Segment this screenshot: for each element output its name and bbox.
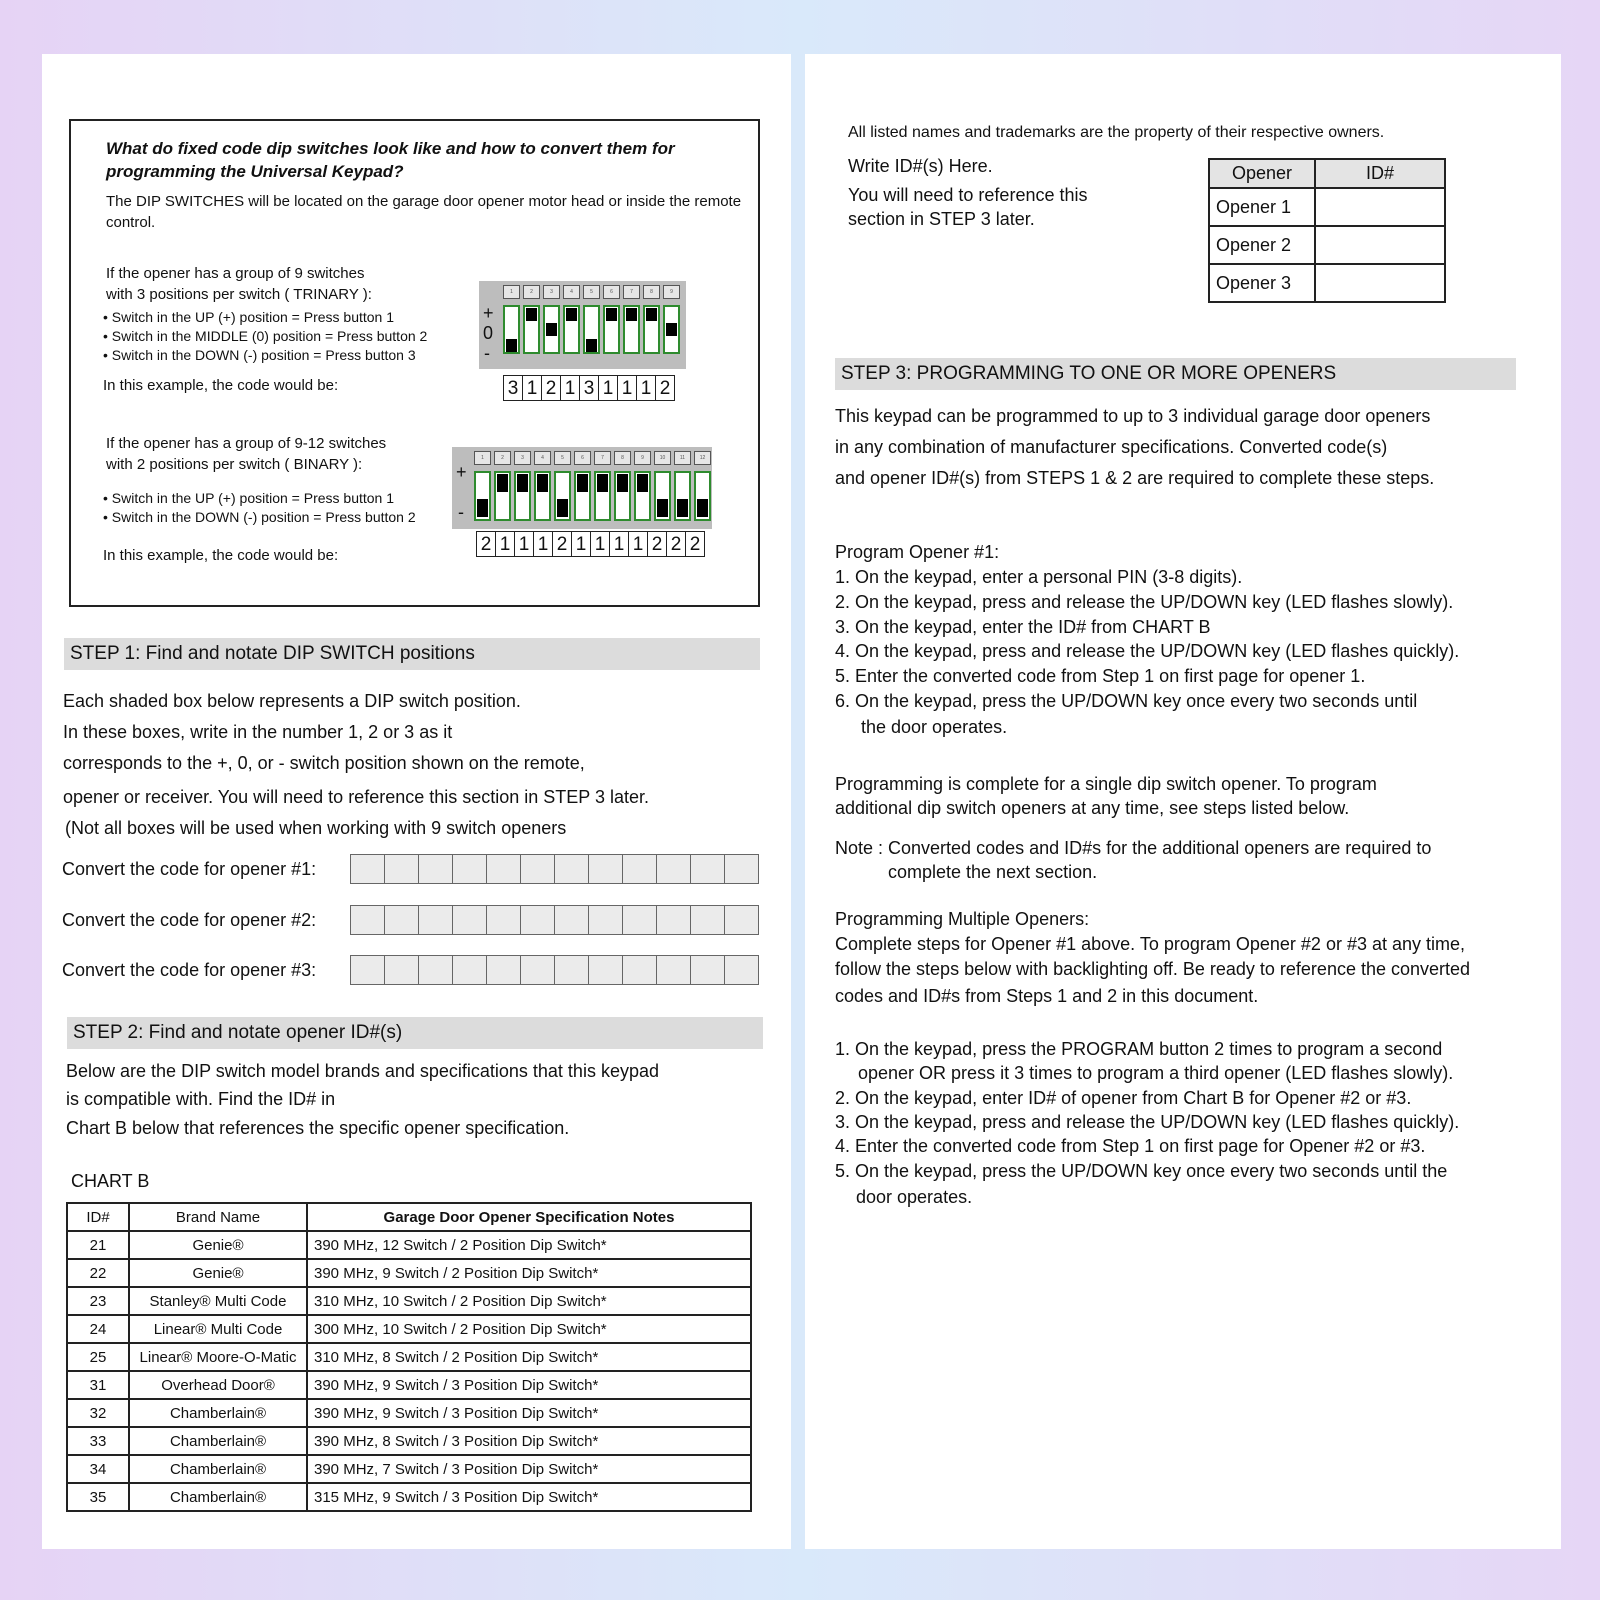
code-entry-box[interactable]	[418, 955, 453, 985]
opener-label: Opener 3	[1209, 264, 1315, 302]
switch-number-label: 7	[623, 285, 640, 299]
dip-switch	[634, 471, 651, 521]
step1-line: (Not all boxes will be used when working with 9 switch openers	[65, 818, 567, 838]
trinary-code-digits	[503, 375, 674, 401]
code-digit: 2	[541, 375, 561, 401]
code-digit: 1	[628, 531, 648, 557]
convert-grid-1	[350, 854, 758, 884]
multi-intro: Complete steps for Opener #1 above. To program Opener #2 or #3 at any time,	[835, 934, 1466, 954]
step1-header: STEP 1: Find and notate DIP SWITCH positions	[64, 638, 760, 670]
binary-line2: with 2 positions per switch ( BINARY ):	[106, 456, 363, 473]
convert-grid-3	[350, 955, 758, 985]
dip-switch	[563, 305, 580, 354]
code-digit: 2	[666, 531, 686, 557]
switch-number-label: 9	[663, 285, 680, 299]
code-entry-box[interactable]	[690, 905, 725, 935]
switch-number-label: 4	[563, 285, 580, 299]
dip-switch	[534, 471, 551, 521]
chart-cell-brand: Linear® Multi Code	[129, 1315, 307, 1343]
step1-line: In these boxes, write in the number 1, 2 or 3 as it	[63, 722, 453, 742]
switch-toggle-top	[577, 474, 588, 492]
opener-label: Opener 1	[1209, 188, 1315, 226]
switch-toggle-top	[597, 474, 608, 492]
code-entry-box[interactable]	[384, 955, 419, 985]
chart-row	[67, 1315, 751, 1343]
switch-number-label: 9	[634, 451, 651, 465]
code-entry-box[interactable]	[588, 955, 623, 985]
chart-cell-notes: 310 MHz, 8 Switch / 2 Position Dip Switch*	[307, 1343, 751, 1371]
code-entry-box[interactable]	[554, 955, 589, 985]
code-digit: 1	[514, 531, 534, 557]
code-entry-box[interactable]	[690, 955, 725, 985]
switch-toggle-top	[566, 308, 577, 321]
dip-switch	[494, 471, 511, 521]
chart-cell-notes: 390 MHz, 7 Switch / 3 Position Dip Switch*	[307, 1455, 751, 1483]
chart-row	[67, 1259, 751, 1287]
multi-step: opener OR press it 3 times to program a third opener (LED flashes slowly).	[858, 1063, 1454, 1083]
switch-toggle-top	[526, 308, 537, 321]
p1-step: 1. On the keypad, enter a personal PIN (3-8 digits).	[835, 567, 1243, 587]
switch-number-label: 12	[694, 451, 711, 465]
dip-switch	[523, 305, 540, 354]
chart-b-table	[66, 1202, 752, 1512]
trinary-example-label: In this example, the code would be:	[103, 377, 339, 394]
binary-code-digits	[476, 531, 704, 557]
box-intro: The DIP SWITCHES will be located on the garage door opener motor head or inside the remote control.	[106, 193, 742, 231]
multi-step: 3. On the keypad, press and release the UP/DOWN key (LED flashes quickly).	[835, 1112, 1460, 1132]
code-digit: 2	[655, 375, 675, 401]
code-entry-box[interactable]	[554, 905, 589, 935]
code-digit: 1	[636, 375, 656, 401]
chart-cell-notes: 390 MHz, 12 Switch / 2 Position Dip Switch*	[307, 1231, 751, 1259]
switch-number-label: 11	[674, 451, 691, 465]
chart-cell-brand: Chamberlain®	[129, 1399, 307, 1427]
code-digit: 1	[571, 531, 591, 557]
code-entry-box[interactable]	[588, 854, 623, 884]
chart-cell-brand: Overhead Door®	[129, 1371, 307, 1399]
write-ids-label: Write ID#(s) Here.	[848, 156, 993, 176]
reference-line: You will need to reference this	[848, 185, 1088, 205]
code-entry-box[interactable]	[486, 905, 521, 935]
chart-cell-id: 25	[67, 1343, 129, 1371]
chart-cell-notes: 390 MHz, 9 Switch / 3 Position Dip Switch*	[307, 1371, 751, 1399]
switch-number-label: 2	[494, 451, 511, 465]
chart-cell-notes: 390 MHz, 9 Switch / 3 Position Dip Switch*	[307, 1399, 751, 1427]
p1-step: 3. On the keypad, enter the ID# from CHART B	[835, 617, 1211, 637]
plus-symbol: +	[483, 303, 494, 323]
opener-label: Opener 2	[1209, 226, 1315, 264]
switch-toggle-bottom	[677, 499, 688, 517]
step2-line: Below are the DIP switch model brands and specifications that this keypad	[66, 1061, 659, 1081]
chart-row	[67, 1399, 751, 1427]
multi-step: door operates.	[856, 1187, 973, 1207]
code-entry-box[interactable]	[520, 854, 555, 884]
step3-intro: and opener ID#(s) from STEPS 1 & 2 are required to complete these steps.	[835, 468, 1435, 488]
switch-number-label: 5	[554, 451, 571, 465]
switch-toggle-top	[537, 474, 548, 492]
switch-toggle-middle	[666, 323, 677, 336]
chart-header-row	[67, 1203, 751, 1231]
code-entry-box[interactable]	[588, 905, 623, 935]
switch-toggle-top	[606, 308, 617, 321]
chart-cell-brand: Stanley® Multi Code	[129, 1287, 307, 1315]
trinary-line1: If the opener has a group of 9 switches	[106, 265, 365, 282]
code-entry-box[interactable]	[622, 854, 657, 884]
chart-cell-id: 31	[67, 1371, 129, 1399]
switch-number-label: 2	[523, 285, 540, 299]
binary-bullet: • Switch in the DOWN (-) position = Press button 2	[103, 509, 416, 525]
code-entry-box[interactable]	[452, 955, 487, 985]
id-table-header	[1209, 159, 1445, 188]
switch-toggle-top	[517, 474, 528, 492]
dip-switch	[603, 305, 620, 354]
code-entry-box[interactable]	[384, 905, 419, 935]
code-entry-box[interactable]	[724, 905, 759, 935]
chart-cell-id: 21	[67, 1231, 129, 1259]
binary-example-label: In this example, the code would be:	[103, 547, 339, 564]
code-entry-box[interactable]	[554, 854, 589, 884]
code-digit: 1	[617, 375, 637, 401]
id-table-row	[1209, 188, 1445, 226]
code-entry-box[interactable]	[690, 854, 725, 884]
code-entry-box[interactable]	[622, 955, 657, 985]
code-entry-box[interactable]	[418, 905, 453, 935]
switch-number-label: 7	[594, 451, 611, 465]
multi-step: 2. On the keypad, enter ID# of opener from Chart B for Opener #2 or #3.	[835, 1088, 1412, 1108]
code-digit: 1	[495, 531, 515, 557]
chart-cell-id: 33	[67, 1427, 129, 1455]
code-digit: 3	[503, 375, 523, 401]
multi-step: 5. On the keypad, press the UP/DOWN key once every two seconds until the	[835, 1161, 1448, 1181]
dip-switch	[643, 305, 660, 354]
code-digit: 1	[590, 531, 610, 557]
step2-header: STEP 2: Find and notate opener ID#(s)	[67, 1017, 763, 1049]
trinary-bullet: • Switch in the DOWN (-) position = Press button 3	[103, 347, 416, 363]
switch-toggle-top	[617, 474, 628, 492]
switch-toggle-top	[646, 308, 657, 321]
step2-line: Chart B below that references the specific opener specification.	[66, 1118, 570, 1138]
trademark-note: All listed names and trademarks are the property of their respective owners.	[848, 124, 1385, 141]
trinary-line2: with 3 positions per switch ( TRINARY ):	[106, 286, 372, 303]
complete-note: Programming is complete for a single dip switch opener. To program	[835, 774, 1377, 794]
code-digit: 2	[476, 531, 496, 557]
step1-line: corresponds to the +, 0, or - switch position shown on the remote,	[63, 753, 585, 773]
switch-number-label: 6	[574, 451, 591, 465]
switch-number-label: 1	[474, 451, 491, 465]
header-notes: Garage Door Opener Specification Notes	[307, 1203, 751, 1231]
switch-toggle-bottom	[586, 339, 597, 352]
switch-toggle-bottom	[657, 499, 668, 517]
chart-cell-id: 23	[67, 1287, 129, 1315]
dip-switch	[623, 305, 640, 354]
id-entry-cell[interactable]	[1315, 188, 1445, 226]
dip-switch-info-box	[69, 119, 760, 607]
dip-switch	[583, 305, 600, 354]
multi-intro: follow the steps below with backlighting off. Be ready to reference the converted	[835, 959, 1471, 979]
dip-switch	[594, 471, 611, 521]
convert-label-2: Convert the code for opener #2:	[62, 910, 317, 930]
convert-label-3: Convert the code for opener #3:	[62, 960, 317, 980]
code-entry-box[interactable]	[350, 905, 385, 935]
binary-dip-switch-diagram	[452, 447, 712, 529]
step3-intro: in any combination of manufacturer specifications. Converted code(s)	[835, 437, 1388, 457]
opener-id-table	[1208, 158, 1446, 303]
code-entry-box[interactable]	[622, 905, 657, 935]
dip-switch	[543, 305, 560, 354]
chart-cell-notes: 300 MHz, 10 Switch / 2 Position Dip Switch*	[307, 1315, 751, 1343]
id-entry-cell[interactable]	[1315, 264, 1445, 302]
code-digit: 2	[647, 531, 667, 557]
chart-cell-notes: 390 MHz, 8 Switch / 3 Position Dip Switch*	[307, 1427, 751, 1455]
dip-switch	[694, 471, 711, 521]
multi-intro: codes and ID#s from Steps 1 and 2 in this document.	[835, 986, 1259, 1006]
switch-number-label: 8	[643, 285, 660, 299]
chart-cell-brand: Genie®	[129, 1231, 307, 1259]
code-digit: 3	[579, 375, 599, 401]
chart-cell-brand: Chamberlain®	[129, 1427, 307, 1455]
multi-step: 1. On the keypad, press the PROGRAM button 2 times to program a second	[835, 1039, 1443, 1059]
chart-cell-id: 34	[67, 1455, 129, 1483]
code-digit: 1	[533, 531, 553, 557]
switch-number-label: 3	[514, 451, 531, 465]
program-opener1-title: Program Opener #1:	[835, 542, 1000, 562]
switch-number-label: 6	[603, 285, 620, 299]
right-page	[805, 54, 1561, 1549]
complete-note: additional dip switch openers at any time, see steps listed below.	[835, 798, 1350, 818]
code-entry-box[interactable]	[656, 854, 691, 884]
chart-cell-brand: Linear® Moore-O-Matic	[129, 1343, 307, 1371]
step3-intro: This keypad can be programmed to up to 3 individual garage door openers	[835, 406, 1431, 426]
code-entry-box[interactable]	[656, 905, 691, 935]
box-question: What do fixed code dip switches look like and how to convert them for programming the Universal Keypad?	[106, 139, 675, 181]
code-entry-box[interactable]	[520, 955, 555, 985]
code-digit: 2	[685, 531, 705, 557]
step2-line: is compatible with. Find the ID# in	[66, 1089, 336, 1109]
plus-symbol: +	[456, 462, 467, 482]
chart-cell-brand: Genie®	[129, 1259, 307, 1287]
p1-step: 2. On the keypad, press and release the UP/DOWN key (LED flashes slowly).	[835, 592, 1454, 612]
header-id: ID#	[67, 1203, 129, 1231]
switch-toggle-bottom	[506, 339, 517, 352]
dip-switch	[554, 471, 571, 521]
switch-number-label: 4	[534, 451, 551, 465]
chart-cell-brand: Chamberlain®	[129, 1483, 307, 1511]
code-entry-box[interactable]	[724, 955, 759, 985]
chart-row	[67, 1231, 751, 1259]
chart-row	[67, 1455, 751, 1483]
switch-toggle-bottom	[697, 499, 708, 517]
switch-toggle-bottom	[557, 499, 568, 517]
left-page	[42, 54, 791, 1549]
dip-switch	[474, 471, 491, 521]
convert-grid-2	[350, 905, 758, 935]
chart-cell-id: 32	[67, 1399, 129, 1427]
trinary-bullet: • Switch in the UP (+) position = Press button 1	[103, 309, 395, 325]
dip-switch	[654, 471, 671, 521]
dip-switch	[663, 305, 680, 354]
dip-switch	[614, 471, 631, 521]
multi-title: Programming Multiple Openers:	[835, 909, 1090, 929]
switch-toggle-bottom	[477, 499, 488, 517]
code-entry-box[interactable]	[724, 854, 759, 884]
dip-switch	[514, 471, 531, 521]
header-brand: Brand Name	[129, 1203, 307, 1231]
reference-line: section in STEP 3 later.	[848, 209, 1035, 229]
convert-label-1: Convert the code for opener #1:	[62, 859, 317, 879]
step1-line: Each shaded box below represents a DIP switch position.	[63, 691, 521, 711]
chart-cell-id: 22	[67, 1259, 129, 1287]
binary-bullet: • Switch in the UP (+) position = Press button 1	[103, 490, 395, 506]
dip-switch	[674, 471, 691, 521]
code-entry-box[interactable]	[350, 854, 385, 884]
chart-row	[67, 1427, 751, 1455]
code-entry-box[interactable]	[486, 955, 521, 985]
note-line: Note : Converted codes and ID#s for the additional openers are required to	[835, 838, 1432, 858]
code-entry-box[interactable]	[350, 955, 385, 985]
chart-cell-id: 24	[67, 1315, 129, 1343]
header-opener: Opener	[1209, 159, 1315, 188]
switch-toggle-top	[497, 474, 508, 492]
code-entry-box[interactable]	[656, 955, 691, 985]
code-digit: 1	[522, 375, 542, 401]
step3-header: STEP 3: PROGRAMMING TO ONE OR MORE OPENERS	[835, 358, 1516, 390]
header-id-number: ID#	[1315, 159, 1445, 188]
p1-step: 4. On the keypad, press and release the UP/DOWN key (LED flashes quickly).	[835, 641, 1460, 661]
switch-number-label: 10	[654, 451, 671, 465]
code-entry-box[interactable]	[418, 854, 453, 884]
chart-cell-id: 35	[67, 1483, 129, 1511]
dip-switch	[503, 305, 520, 354]
code-entry-box[interactable]	[384, 854, 419, 884]
note-line: complete the next section.	[888, 862, 1098, 882]
zero-symbol: 0	[483, 323, 494, 343]
code-entry-box[interactable]	[520, 905, 555, 935]
chart-cell-notes: 390 MHz, 9 Switch / 2 Position Dip Switch*	[307, 1259, 751, 1287]
chart-cell-brand: Chamberlain®	[129, 1455, 307, 1483]
id-table-row	[1209, 226, 1445, 264]
code-digit: 1	[609, 531, 629, 557]
chart-row	[67, 1343, 751, 1371]
code-entry-box[interactable]	[486, 854, 521, 884]
id-table-row	[1209, 264, 1445, 302]
trinary-bullet: • Switch in the MIDDLE (0) position = Press button 2	[103, 328, 428, 344]
switch-toggle-top	[626, 308, 637, 321]
code-digit: 1	[560, 375, 580, 401]
code-entry-box[interactable]	[452, 854, 487, 884]
chart-cell-notes: 315 MHz, 9 Switch / 3 Position Dip Switch*	[307, 1483, 751, 1511]
switch-number-label: 1	[503, 285, 520, 299]
id-entry-cell[interactable]	[1315, 226, 1445, 264]
minus-symbol: -	[484, 343, 490, 363]
minus-symbol: -	[458, 502, 464, 522]
p1-step: 6. On the keypad, press the UP/DOWN key once every two seconds until	[835, 691, 1418, 711]
trinary-dip-switch-diagram	[479, 281, 686, 369]
chart-row	[67, 1371, 751, 1399]
dip-switch	[574, 471, 591, 521]
code-digit: 2	[552, 531, 572, 557]
chart-b-label: CHART B	[71, 1171, 150, 1191]
chart-row	[67, 1287, 751, 1315]
p1-step: the door operates.	[861, 717, 1008, 737]
switch-toggle-top	[637, 474, 648, 492]
chart-cell-notes: 310 MHz, 10 Switch / 2 Position Dip Switch*	[307, 1287, 751, 1315]
step1-line: opener or receiver. You will need to reference this section in STEP 3 later.	[63, 787, 650, 807]
switch-toggle-middle	[546, 323, 557, 336]
code-entry-box[interactable]	[452, 905, 487, 935]
binary-line1: If the opener has a group of 9-12 switches	[106, 435, 387, 452]
chart-row	[67, 1483, 751, 1511]
p1-step: 5. Enter the converted code from Step 1 on first page for opener 1.	[835, 666, 1366, 686]
multi-step: 4. Enter the converted code from Step 1 on first page for Opener #2 or #3.	[835, 1136, 1426, 1156]
code-digit: 1	[598, 375, 618, 401]
switch-number-label: 8	[614, 451, 631, 465]
switch-number-label: 3	[543, 285, 560, 299]
switch-number-label: 5	[583, 285, 600, 299]
